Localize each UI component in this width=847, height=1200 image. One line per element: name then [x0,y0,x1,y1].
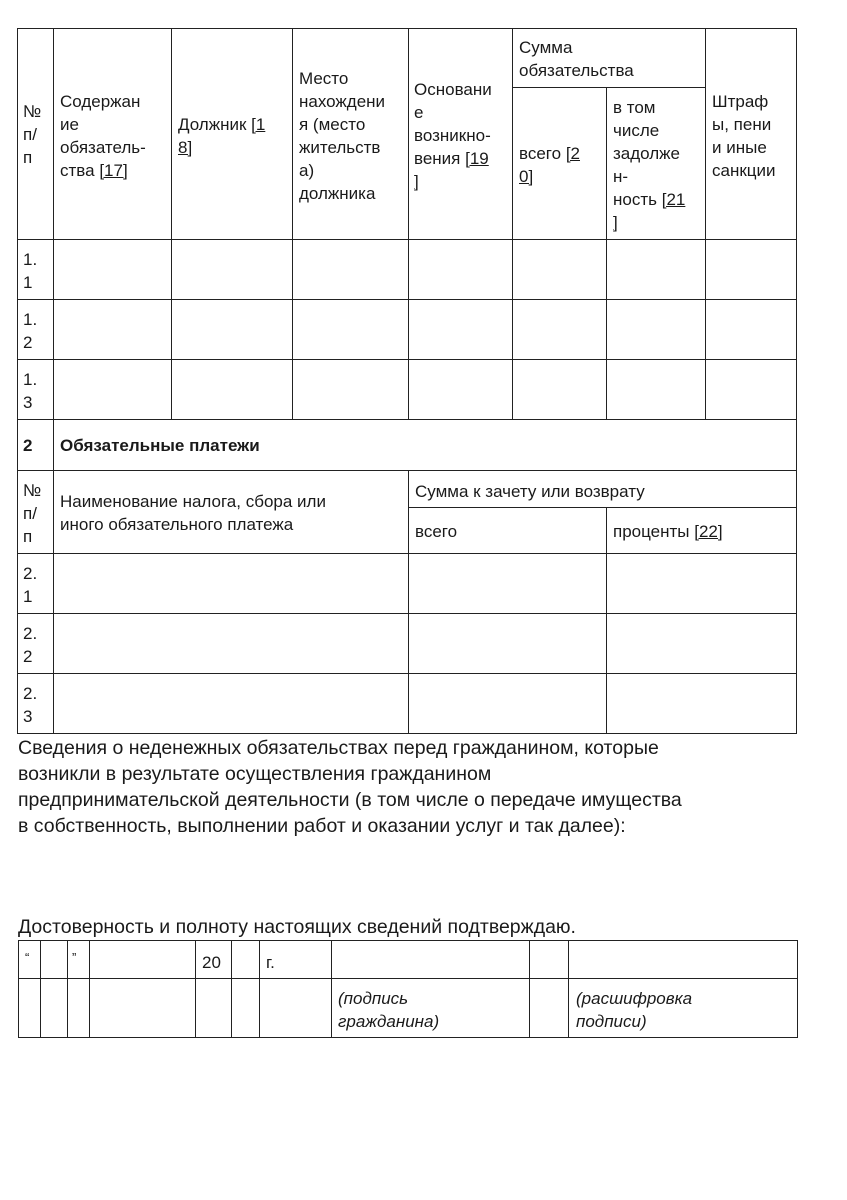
table-line [17,553,797,554]
year-prefix: 20 [202,953,221,972]
header-text: всего [519,144,566,163]
table-line [18,1037,798,1038]
footnote-link[interactable]: 8] [178,138,193,157]
table-line [292,28,293,419]
header-percent [613,520,723,543]
header-text: ность [613,190,662,209]
table-line [259,940,260,1037]
row-number: 1. [23,310,38,329]
row-number: 3 [23,393,33,412]
table-line [40,940,41,1037]
header-text: и иные [712,138,767,157]
header-text: Наименование налога, сбора или [60,492,326,511]
row-number: 3 [23,707,33,726]
table-line [796,28,797,733]
quote-close: ” [72,950,77,965]
header-text: ства [60,161,100,180]
footnote-link[interactable]: 0] [519,167,534,186]
row-number: 1 [23,587,33,606]
header-text: п [23,527,33,546]
table-line [89,940,90,1037]
table-line [17,673,797,674]
row-number: 1. [23,370,38,389]
table-line [17,28,18,733]
caption-text: гражданина) [338,1012,440,1031]
row-number: 2 [23,333,33,352]
header-text: п/ [23,504,37,523]
header-text: должника [299,184,376,203]
table-line [512,87,705,88]
header-text: санкции [712,161,776,180]
caption-text: (расшифровка [576,989,693,1008]
table-line [331,940,332,1037]
caption-text: подписи) [576,1012,647,1031]
section-number: 2 [23,436,33,455]
footnote-link[interactable]: [22] [694,522,723,541]
table-line [408,28,409,419]
table-line [17,470,797,471]
header-text: Штраф [712,92,769,111]
header-total: всего [415,522,458,541]
header-text: Основани [414,80,492,99]
table-line [195,940,196,1037]
year-suffix: г. [266,953,275,972]
header-text: а) [299,161,315,180]
header-text: обязательства [519,61,634,80]
header-text: числе [613,121,660,140]
header-text: е [414,103,424,122]
header-text: ие [60,115,79,134]
row-number: 1 [23,273,33,292]
header-text: п [23,148,33,167]
row-number: 2 [23,647,33,666]
header-text: нахождени [299,92,386,111]
table-line [17,359,797,360]
footnote-link[interactable]: [17] [99,161,128,180]
header-text: Должник [178,115,252,134]
header-text [178,113,265,136]
header-text: Место [299,69,349,88]
table-line [17,733,797,734]
paragraph-line: в собственность, выполнении работ и оказании услуг и так далее): [18,815,626,837]
table-line [18,940,798,941]
table-line [17,299,797,300]
table-line [18,940,19,1037]
table-line [797,940,798,1037]
footnote-link[interactable]: [2 [565,144,580,163]
table-line [529,940,530,1037]
header-text: Содержан [60,92,141,111]
table-line [408,470,409,733]
section-title: Обязательные платежи [60,436,260,455]
footnote-link[interactable]: [21 [661,190,686,209]
table-line [17,419,797,420]
table-line [18,978,798,979]
footnote-link[interactable]: ] [613,213,618,232]
table-line [512,28,513,419]
header-text: ы, пени [712,115,772,134]
quote-open: “ [25,950,30,965]
header-text: № [23,481,42,500]
table-line [17,613,797,614]
footnote-link[interactable]: ] [414,172,419,191]
header-text: проценты [613,522,695,541]
header-text: Сумма [519,38,573,57]
table-line [705,28,706,419]
paragraph-line: предпринимательской деятельности (в том числе о передаче имущества [18,789,682,811]
header-sum-group: Сумма к зачету или возврату [415,482,645,501]
table-line [17,28,797,29]
table-line [171,28,172,419]
header-text [60,159,128,182]
table-line [408,507,797,508]
header-text: в том [613,98,656,117]
header-text: я (место [299,115,366,134]
row-number: 2. [23,624,38,643]
table-line [231,940,232,1037]
row-number: 2. [23,684,38,703]
header-text: № [23,102,42,121]
row-number: 1. [23,250,38,269]
table-line [606,87,607,419]
header-text: задолже [613,144,680,163]
header-text [613,188,685,211]
header-text: вения [414,149,466,168]
table-line [17,239,797,240]
header-text: н- [613,167,629,186]
header-text: обязатель- [60,138,146,157]
header-text [414,147,489,170]
header-text: возникно- [414,126,491,145]
paragraph-line: возникли в результате осуществления гражданином [18,763,492,785]
caption-text: (подпись [338,989,409,1008]
table-line [606,507,607,733]
table-line [53,28,54,733]
header-text: п/ [23,125,37,144]
table-line [568,940,569,1037]
header-text: жительств [299,138,381,157]
footnote-link[interactable]: [1 [251,115,266,134]
header-text: иного обязательного платежа [60,515,294,534]
footnote-link[interactable]: [19 [465,149,489,168]
row-number: 2. [23,564,38,583]
paragraph-line: Сведения о неденежных обязательствах перед гражданином, которые [18,737,659,759]
table-line [67,940,68,1037]
header-text [519,142,580,165]
confirmation-text: Достоверность и полноту настоящих сведений подтверждаю. [18,916,576,938]
